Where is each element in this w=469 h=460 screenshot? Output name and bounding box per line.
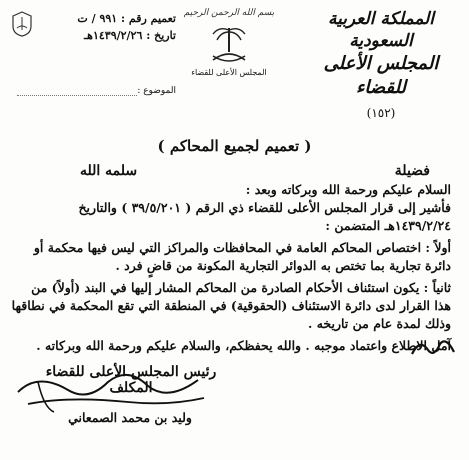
reference-block [6, 10, 176, 44]
circular-number: تعميم رقم : ٩٩١ / ت [77, 12, 176, 25]
letterhead-emblem-block [170, 8, 288, 98]
body-line: وذلك لمدة عام من تاريخه . [308, 316, 451, 331]
body-line: ١٤٣٩/٢/٢٤هـ المتضمن : [325, 218, 451, 233]
basmala: بسم الله الرحمن الرحيم [183, 8, 275, 18]
council-small-logo-icon [10, 10, 34, 38]
org-line-country: المملكة العربية السعودية [327, 9, 435, 51]
signatory-name: وليد بن محمد الصمعاني [68, 410, 192, 425]
subject-field [6, 86, 176, 96]
salutation-blessing: سلمه الله [80, 163, 138, 179]
org-line-council: المجلس الأعلى للقضاء [323, 53, 439, 98]
salutation-honorific: فضيلة [394, 163, 430, 179]
palm-swords-emblem-icon [207, 22, 251, 66]
document-code: (١٥٢) [366, 106, 396, 120]
subject-dotted-line [17, 95, 137, 96]
body-line: دائرة تجارية بما تختص به الدوائر التجارية المكونة من قاضٍ فرد . [115, 258, 451, 273]
body-line: ثانياً : يكون استئناف الأحكام الصادرة من المحاكم المشار إليها في البند (أولاً) من [31, 280, 451, 295]
emblem-caption: المجلس الأعلى للقضاء [191, 68, 267, 77]
subject-label: الموضوع : [137, 86, 176, 96]
circular-date: تاريخ : ١٤٣٩/٢/٢٦هـ [83, 29, 176, 42]
body-line: آمل الاطلاع واعتماد موجبه . والله يحفظكم، والسلام عليكم ورحمة الله وبركاته . [36, 338, 451, 353]
document-title: ( تعميم لجميع المحاكم ) [157, 137, 312, 155]
body-line: فأشير إلى قرار المجلس الأعلى للقضاء ذي الرقم ( ٣٩/٥/٢٠١ ) والتاريخ [78, 200, 451, 215]
letterhead-organization [301, 8, 461, 120]
body-line: أولاً : اختصاص المحاكم العامة في المحافظات والمراكز التي ليس فيها محكمة أو [33, 240, 451, 255]
signatory-title: رئيس المجلس الأعلى للقضاء المكلف [45, 364, 217, 396]
body-line: السلام عليكم ورحمة الله وبركاته وبعد : [245, 182, 451, 197]
handwritten-initial-mark [408, 336, 458, 360]
body-line: هذا القرار لدى دائرة الاستئناف (الحقوقية) في المنطقة التي تقع المحكمة في نطاقها [11, 298, 451, 313]
